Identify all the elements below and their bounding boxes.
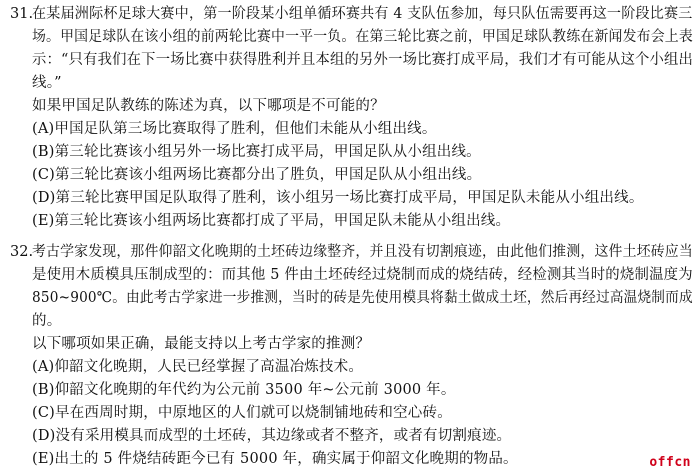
question-32-stem-line-1: 考古学家发现，那件仰韶文化晚期的土坯砖边缘整齐，并且没有切割痕迹，由此他们推测，这件土坯砖应当 [32,244,693,260]
offcn-watermark: offcn [649,455,691,470]
question-32-option-c: (C)早在西周时期，中原地区的人们就可以烧制铺地砖和空心砖。 [32,405,452,421]
question-32-number: 32. [10,244,34,260]
question-32-stem-line-3: 850~900℃。由此考古学家进一步推测，当时的砖是先使用模具将黏土做成土坯，然后再经过高温烧制而成 [32,290,693,306]
question-32-prompt: 以下哪项如果正确，最能支持以上考古学家的推测？ [32,336,371,352]
question-31-stem-line-1: 在某届洲际杯足球大赛中，第一阶段某小组单循环赛共有 4 支队伍参加，每只队伍需要再这一阶段比赛三 [32,6,693,22]
question-31-option-c: (C)第三轮比赛该小组两场比赛都分出了胜负，甲国足队从小组出线。 [32,167,482,183]
question-32-option-e: (E)出土的 5 件烧结砖距今已有 5000 年，确实属于仰韶文化晚期的物品。 [32,451,518,467]
question-32-stem-line-2: 是使用木质模具压制成型的：而其他 5 件由土坯砖经过烧制而成的烧结砖，经检测其当时的烧制温度为 [32,267,693,283]
question-31-prompt: 如果甲国足队教练的陈述为真，以下哪项是不可能的？ [32,98,385,114]
question-32-option-b: (B)仰韶文化晚期的年代约为公元前 3500 年~公元前 3000 年。 [32,382,456,398]
question-31-stem-line-4: 线。” [32,75,62,91]
question-31-option-b: (B)第三轮比赛该小组另外一场比赛打成平局，甲国足队从小组出线。 [32,144,481,160]
question-32-stem-line-4: 的。 [32,313,62,329]
question-31-number: 31. [10,6,34,22]
question-32-option-d: (D)没有采用模具而成型的土坯砖，其边缘或者不整齐，或者有切割痕迹。 [32,428,512,444]
question-31-option-e: (E)第三轮比赛该小组两场比赛都打成了平局，甲国足队未能从小组出线。 [32,213,511,229]
question-31-option-a: (A)甲国足队第三场比赛取得了胜利，但他们未能从小组出线。 [32,121,437,137]
question-31-stem-line-3: 示：“只有我们在下一场比赛中获得胜利并且本组的另外一场比赛打成平局，我们才有可能从这个小组出 [32,52,694,68]
question-31-option-d: (D)第三轮比赛甲国足队取得了胜利，该小组另一场比赛打成平局，甲国足队未能从小组出线。 [32,190,644,206]
question-32-option-a: (A)仰韶文化晚期，人民已经掌握了高温冶炼技术。 [32,359,364,375]
question-31-stem-line-2: 场。甲国足球队在该小组的前两轮比赛中一平一负。在第三轮比赛之前，甲国足球队教练在新闻发布会上表 [32,29,693,45]
